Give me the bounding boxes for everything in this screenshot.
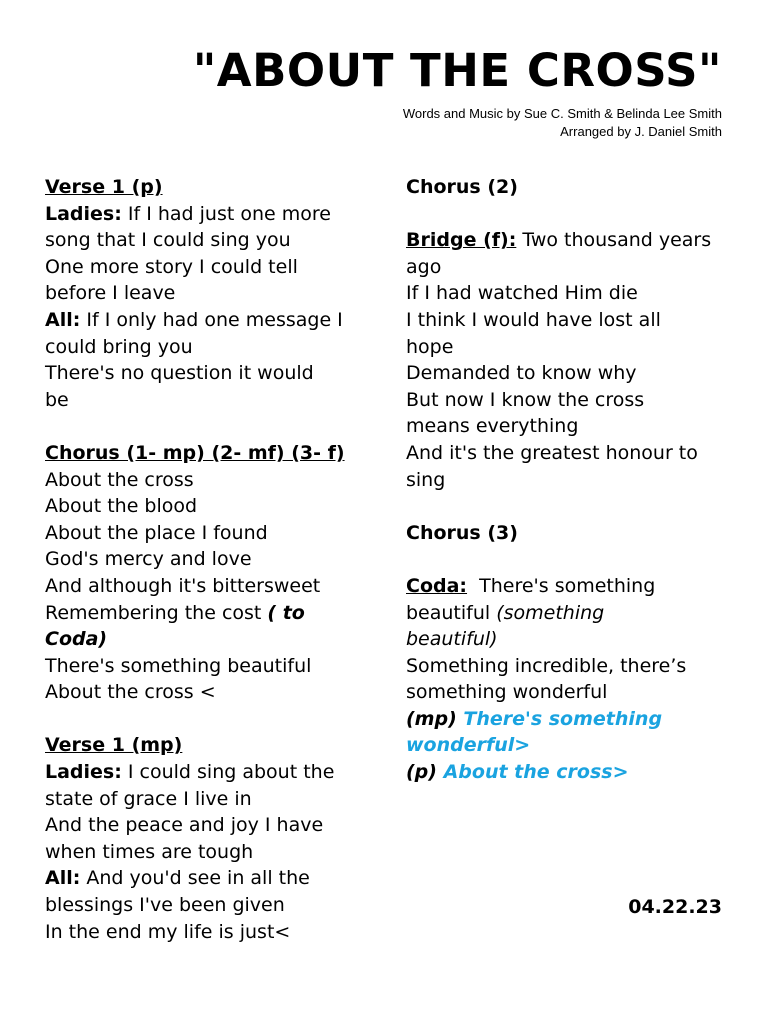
lyric-text: I could sing about the	[121, 761, 335, 784]
credit-arranger: Arranged by J. Daniel Smith	[560, 124, 722, 139]
lyric-line	[406, 600, 736, 627]
lyric-line: About the cross	[45, 468, 194, 491]
spacer	[45, 706, 367, 733]
lyric-line: hope	[406, 335, 454, 358]
part-label: All:	[45, 308, 81, 331]
lyric-line	[406, 759, 736, 786]
left-column	[45, 174, 367, 945]
highlighted-lyric: wonderful>	[406, 734, 531, 757]
lyric-line	[406, 227, 736, 254]
lyric-text: And you'd see in all the	[80, 867, 310, 890]
highlighted-lyric: About the cross>	[436, 761, 629, 784]
spacer	[406, 201, 736, 228]
lyric-line: I think I would have lost all	[406, 308, 661, 331]
lyric-line	[45, 201, 367, 228]
lyric-line: when times are tough	[45, 840, 254, 863]
lyric-line	[45, 759, 367, 786]
lyric-line: song that I could sing you	[45, 229, 291, 252]
part-label: All:	[45, 867, 81, 890]
lyric-line: About the place I found	[45, 521, 268, 544]
coda-note: ( to	[267, 601, 305, 624]
verse2-heading: Verse 1 (mp)	[45, 734, 183, 757]
lyric-line: Demanded to know why	[406, 362, 637, 385]
lyric-line	[45, 600, 367, 627]
lyric-line: But now I know the cross	[406, 388, 645, 411]
echo-text: beautiful)	[406, 628, 498, 651]
lyric-line: And it's the greatest honour to	[406, 441, 698, 464]
part-label: Ladies:	[45, 761, 122, 784]
coda-note: Coda)	[45, 628, 108, 651]
lyric-text: Two thousand years	[516, 229, 712, 252]
lyric-line: state of grace I live in	[45, 787, 252, 810]
lyric-line: blessings I've been given	[45, 894, 285, 917]
lyric-text: There's something	[467, 574, 656, 597]
lyric-line: In the end my life is just<	[45, 920, 291, 943]
chorus-heading: Chorus (1- mp) (2- mf) (3- f)	[45, 441, 345, 464]
credit-words-music: Words and Music by Sue C. Smith & Belinda Lee Smith	[402, 106, 722, 121]
lyric-text: If I had just one more	[121, 202, 331, 225]
part-label: Ladies:	[45, 202, 122, 225]
song-title: "ABOUT THE CROSS"	[192, 44, 722, 97]
lyric-line: And although it's bittersweet	[45, 574, 321, 597]
echo-text: (something	[496, 601, 605, 624]
lyric-line	[45, 865, 367, 892]
chorus3-heading: Chorus (3)	[406, 521, 518, 544]
dynamic-mark: (p)	[406, 761, 437, 784]
lyric-line: About the blood	[45, 495, 198, 518]
lyric-line: Something incredible, there’s	[406, 654, 687, 677]
lyric-line	[406, 573, 736, 600]
lyric-line: sing	[406, 468, 446, 491]
lyric-line: There's no question it would	[45, 362, 314, 385]
lyric-line: ago	[406, 255, 442, 278]
date-stamp: 04.22.23	[628, 896, 722, 918]
spacer	[45, 413, 367, 440]
highlighted-lyric: There's something	[456, 707, 663, 730]
lyric-line: One more story I could tell	[45, 255, 298, 278]
chorus2-heading: Chorus (2)	[406, 176, 518, 198]
lyric-line	[406, 706, 736, 733]
lyric-line: something wonderful	[406, 681, 608, 704]
lyric-line: If I had watched Him die	[406, 282, 638, 305]
lyric-line: before I leave	[45, 282, 176, 305]
lyric-line: means everything	[406, 415, 579, 438]
lyric-text: If I only had one message I	[80, 308, 343, 331]
verse1-heading: Verse 1 (p)	[45, 176, 163, 198]
spacer	[406, 546, 736, 573]
spacer	[406, 493, 736, 520]
lyric-line: There's something beautiful	[45, 654, 312, 677]
lyric-line: God's mercy and love	[45, 548, 252, 571]
lyric-line: About the cross <	[45, 681, 216, 704]
lyric-text: Remembering the cost	[45, 601, 268, 624]
lyric-line: could bring you	[45, 335, 193, 358]
coda-heading: Coda:	[406, 574, 468, 597]
lyric-line: And the peace and joy I have	[45, 814, 324, 837]
lyric-line: be	[45, 388, 69, 411]
dynamic-mark: (mp)	[406, 707, 457, 730]
lyric-text: beautiful	[406, 601, 497, 624]
right-column	[406, 174, 736, 786]
bridge-heading: Bridge (f):	[406, 229, 517, 252]
lyric-line	[45, 307, 367, 334]
